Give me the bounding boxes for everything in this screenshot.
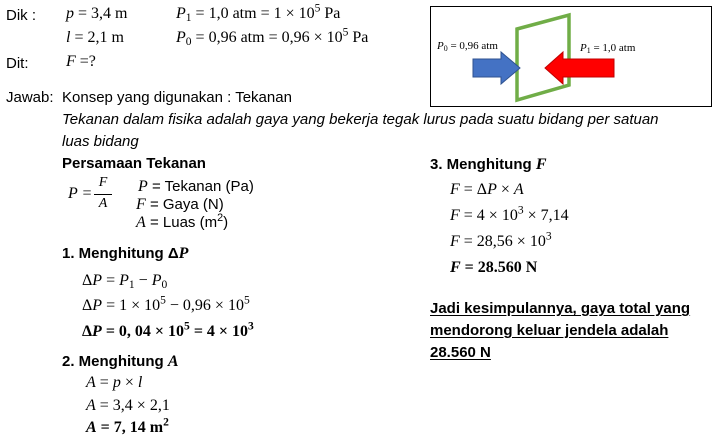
step2-result: A = 7, 14 $m^2$ — [86, 416, 169, 436]
known-pressure-p1: $P_1 = 1,0$ atm = $1 \times 10^5$ Pa — [176, 2, 341, 25]
formula-lhs: P = — [68, 185, 93, 202]
known-length-l: l = 2,1 m — [66, 29, 124, 46]
concept-text: Konsep yang digunakan : Tekanan — [62, 89, 292, 106]
step3-line-1: F = ΔP × A — [450, 181, 524, 198]
step2-line-1: A = p × l — [86, 374, 143, 391]
definition-line-1: Tekanan dalam fisika adalah gaya yang bekerja tegak lurus pada suatu bidang per satuan — [62, 111, 659, 128]
formula-def-f: F = Gaya (N) — [136, 196, 224, 213]
answer-label: Jawab: — [6, 89, 54, 106]
asked-label: Dit: — [6, 55, 29, 72]
step3-heading: 3. Menghitung F — [430, 156, 547, 173]
definition-line-2: luas bidang — [62, 133, 139, 150]
asked-force: F =? — [66, 53, 96, 70]
step1-line-2: $\Delta P = 1 \times 10^5 - 0,96 \times 10^5$ — [82, 294, 250, 314]
conclusion-line-2: mendorong keluar jendela adalah — [430, 322, 669, 339]
step3-line-2: $F = 4 \times 10^3 \times 7,14$ — [450, 204, 569, 224]
conclusion-line-3: 28.560 N — [430, 344, 491, 361]
step1-heading: 1. Menghitung ΔP — [62, 245, 189, 262]
window-diagram — [431, 7, 713, 108]
formula-def-p: P = Tekanan (Pa) — [138, 178, 254, 195]
conclusion-line-1: Jadi kesimpulannya, gaya total yang — [430, 300, 691, 317]
left-pressure-label: $P_0 = 0,96$ atm — [437, 40, 498, 54]
known-label: Dik : — [6, 7, 36, 24]
formula-numerator: F — [98, 175, 108, 190]
window-figure — [430, 6, 712, 107]
formula-heading: Persamaan Tekanan — [62, 155, 206, 172]
known-pressure-p0: $P_0 = 0,96$ atm = $0,96 \times 10^5$ Pa — [176, 26, 369, 49]
step1-result: ΔP = 0, $04 \times 10^5 = 4 \times 10^3$ — [82, 320, 254, 340]
step2-line-2: A = 3,4 × 2,1 — [86, 397, 170, 414]
right-arrow-shape — [545, 52, 614, 84]
step3-result: F = 28.560 N — [450, 259, 538, 276]
formula-def-a: A = Luas $(m^2)$ — [136, 212, 229, 231]
formula-fraction-bar — [94, 194, 112, 195]
known-length-p: p = 3,4 m — [66, 5, 128, 22]
formula-denominator: A — [98, 196, 108, 211]
step3-line-3: $F = 28,56 \times 10^3$ — [450, 230, 552, 250]
step1-line-1: $\Delta P = P_1 - P_0$ — [82, 272, 168, 292]
step2-heading: 2. Menghitung A — [62, 353, 179, 370]
right-pressure-label: $P_1 = 1,0$ atm — [580, 42, 636, 56]
left-arrow-shape — [473, 52, 520, 84]
